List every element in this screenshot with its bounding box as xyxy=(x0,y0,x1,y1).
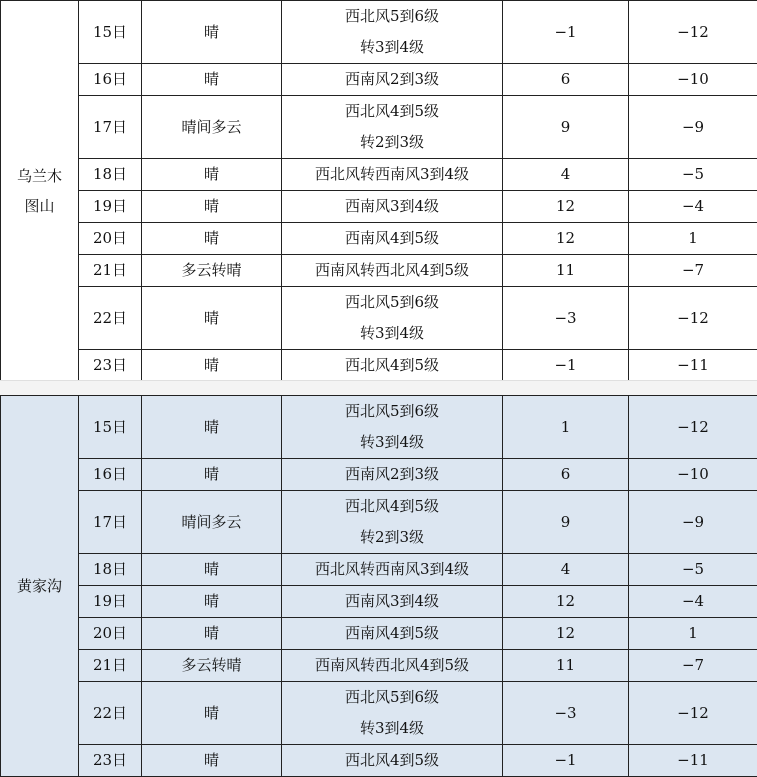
wind-line: 转3到4级 xyxy=(282,427,502,458)
wind-line: 西北风转西南风3到4级 xyxy=(282,554,502,585)
wind-line: 西北风转西南风3到4级 xyxy=(282,159,502,190)
low-temp-cell: −5 xyxy=(629,554,757,586)
low-temp-cell: −9 xyxy=(629,491,757,554)
low-temp-cell: −7 xyxy=(629,255,757,287)
high-temp-cell: 6 xyxy=(503,459,629,491)
wind-line: 转2到3级 xyxy=(282,127,502,158)
table-row xyxy=(1,396,757,459)
date-cell: 17日 xyxy=(79,96,142,159)
wind-line: 西南风4到5级 xyxy=(282,618,502,649)
table-body xyxy=(1,1,757,382)
wind-cell xyxy=(282,191,503,223)
station-name-cell xyxy=(1,396,79,777)
weather-cell: 晴 xyxy=(142,554,282,586)
table-body xyxy=(1,396,757,777)
date-cell: 20日 xyxy=(79,223,142,255)
wind-line: 转3到4级 xyxy=(282,318,502,349)
wind-cell xyxy=(282,64,503,96)
high-temp-cell: −1 xyxy=(503,745,629,777)
wind-cell xyxy=(282,586,503,618)
date-cell: 18日 xyxy=(79,554,142,586)
high-temp-cell: 11 xyxy=(503,650,629,682)
high-temp-cell: 1 xyxy=(503,396,629,459)
date-cell: 22日 xyxy=(79,287,142,350)
wind-cell xyxy=(282,287,503,350)
wind-line: 西南风转西北风4到5级 xyxy=(282,650,502,681)
weather-cell: 晴 xyxy=(142,350,282,382)
wind-line: 转2到3级 xyxy=(282,522,502,553)
high-temp-cell: 12 xyxy=(503,191,629,223)
wind-line: 转3到4级 xyxy=(282,32,502,63)
wind-cell xyxy=(282,554,503,586)
low-temp-cell: −12 xyxy=(629,396,757,459)
date-cell: 17日 xyxy=(79,491,142,554)
station-name-line: 乌兰木 xyxy=(1,161,78,191)
table-row xyxy=(1,650,757,682)
table-row xyxy=(1,682,757,745)
wind-line: 西南风3到4级 xyxy=(282,191,502,222)
table-row xyxy=(1,350,757,382)
table-row xyxy=(1,745,757,777)
weather-cell: 晴 xyxy=(142,586,282,618)
wind-cell xyxy=(282,682,503,745)
weather-cell: 多云转晴 xyxy=(142,255,282,287)
wind-cell xyxy=(282,223,503,255)
weather-cell: 晴 xyxy=(142,223,282,255)
high-temp-cell: −3 xyxy=(503,287,629,350)
date-cell: 15日 xyxy=(79,396,142,459)
table-row xyxy=(1,255,757,287)
station-name-line: 图山 xyxy=(1,191,78,221)
wind-cell xyxy=(282,396,503,459)
wind-cell xyxy=(282,255,503,287)
date-cell: 16日 xyxy=(79,459,142,491)
wind-cell xyxy=(282,96,503,159)
wind-line: 转3到4级 xyxy=(282,713,502,744)
wind-line: 西北风4到5级 xyxy=(282,96,502,127)
weather-cell: 晴 xyxy=(142,287,282,350)
table-row xyxy=(1,618,757,650)
table-row xyxy=(1,491,757,554)
low-temp-cell: −4 xyxy=(629,586,757,618)
low-temp-cell: −10 xyxy=(629,459,757,491)
high-temp-cell: 4 xyxy=(503,159,629,191)
table-row xyxy=(1,586,757,618)
high-temp-cell: −1 xyxy=(503,1,629,64)
high-temp-cell: 12 xyxy=(503,223,629,255)
weather-cell: 晴 xyxy=(142,396,282,459)
low-temp-cell: −12 xyxy=(629,1,757,64)
low-temp-cell: −10 xyxy=(629,64,757,96)
wind-line: 西南风转西北风4到5级 xyxy=(282,255,502,286)
table-row xyxy=(1,223,757,255)
table-row xyxy=(1,159,757,191)
weather-cell: 晴 xyxy=(142,1,282,64)
high-temp-cell: 12 xyxy=(503,586,629,618)
low-temp-cell: 1 xyxy=(629,223,757,255)
date-cell: 19日 xyxy=(79,586,142,618)
low-temp-cell: −11 xyxy=(629,745,757,777)
wind-line: 西北风5到6级 xyxy=(282,682,502,713)
wind-line: 西北风4到5级 xyxy=(282,350,502,381)
wind-line: 西北风4到5级 xyxy=(282,491,502,522)
wind-cell xyxy=(282,618,503,650)
wind-cell xyxy=(282,159,503,191)
table-row xyxy=(1,191,757,223)
date-cell: 20日 xyxy=(79,618,142,650)
weather-cell: 晴 xyxy=(142,618,282,650)
low-temp-cell: −9 xyxy=(629,96,757,159)
forecast-table-wulanmutushan xyxy=(0,0,757,382)
wind-line: 西南风4到5级 xyxy=(282,223,502,254)
forecast-table-huangjiagou xyxy=(0,395,757,777)
low-temp-cell: −4 xyxy=(629,191,757,223)
wind-cell xyxy=(282,745,503,777)
date-cell: 21日 xyxy=(79,650,142,682)
weather-cell: 晴 xyxy=(142,459,282,491)
table-row xyxy=(1,554,757,586)
low-temp-cell: −5 xyxy=(629,159,757,191)
weather-cell: 晴 xyxy=(142,682,282,745)
low-temp-cell: −11 xyxy=(629,350,757,382)
date-cell: 21日 xyxy=(79,255,142,287)
date-cell: 22日 xyxy=(79,682,142,745)
date-cell: 16日 xyxy=(79,64,142,96)
low-temp-cell: −7 xyxy=(629,650,757,682)
wind-cell xyxy=(282,1,503,64)
wind-line: 西北风4到5级 xyxy=(282,745,502,776)
date-cell: 15日 xyxy=(79,1,142,64)
weather-cell: 晴 xyxy=(142,64,282,96)
weather-cell: 晴 xyxy=(142,745,282,777)
high-temp-cell: 9 xyxy=(503,96,629,159)
weather-cell: 晴间多云 xyxy=(142,96,282,159)
table-separator xyxy=(0,380,757,396)
wind-line: 西北风5到6级 xyxy=(282,396,502,427)
wind-line: 西南风3到4级 xyxy=(282,586,502,617)
wind-line: 西北风5到6级 xyxy=(282,1,502,32)
high-temp-cell: 12 xyxy=(503,618,629,650)
date-cell: 18日 xyxy=(79,159,142,191)
weather-cell: 晴 xyxy=(142,191,282,223)
weather-cell: 多云转晴 xyxy=(142,650,282,682)
high-temp-cell: 4 xyxy=(503,554,629,586)
low-temp-cell: −12 xyxy=(629,682,757,745)
high-temp-cell: −1 xyxy=(503,350,629,382)
table-row xyxy=(1,459,757,491)
high-temp-cell: −3 xyxy=(503,682,629,745)
high-temp-cell: 9 xyxy=(503,491,629,554)
weather-cell: 晴 xyxy=(142,159,282,191)
station-name-line: 黄家沟 xyxy=(1,571,78,601)
wind-line: 西南风2到3级 xyxy=(282,64,502,95)
date-cell: 19日 xyxy=(79,191,142,223)
wind-cell xyxy=(282,350,503,382)
high-temp-cell: 11 xyxy=(503,255,629,287)
high-temp-cell: 6 xyxy=(503,64,629,96)
station-name-cell xyxy=(1,1,79,382)
date-cell: 23日 xyxy=(79,350,142,382)
date-cell: 23日 xyxy=(79,745,142,777)
wind-cell xyxy=(282,459,503,491)
wind-line: 西南风2到3级 xyxy=(282,459,502,490)
table-row xyxy=(1,287,757,350)
wind-cell xyxy=(282,491,503,554)
table-row xyxy=(1,64,757,96)
wind-cell xyxy=(282,650,503,682)
table-row xyxy=(1,96,757,159)
weather-cell: 晴间多云 xyxy=(142,491,282,554)
wind-line: 西北风5到6级 xyxy=(282,287,502,318)
table-row xyxy=(1,1,757,64)
low-temp-cell: −12 xyxy=(629,287,757,350)
low-temp-cell: 1 xyxy=(629,618,757,650)
